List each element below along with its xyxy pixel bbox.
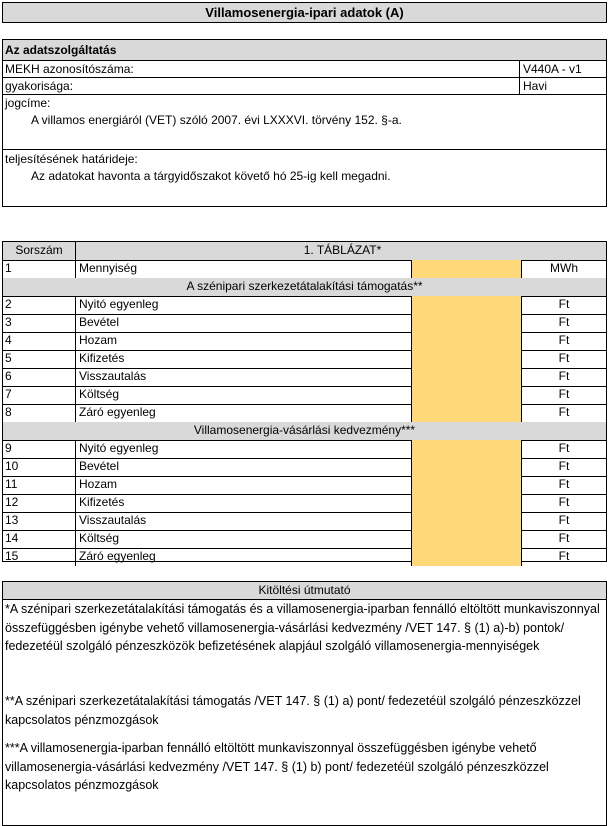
value-input-cell[interactable] [411, 440, 521, 458]
row-label: Bevétel [75, 458, 411, 476]
page-title: Villamosenergia-ipari adatok (A) [2, 2, 607, 23]
row-unit: Ft [521, 332, 606, 350]
table-row [3, 458, 606, 477]
table-row [3, 548, 606, 566]
frequency-label: gyakorisága: [5, 79, 74, 93]
row-number: 11 [5, 477, 18, 491]
table-row [3, 404, 606, 423]
row-unit: Ft [521, 458, 606, 476]
guide-note-3: ***A villamosenergia-iparban fennálló eltöltött munkaviszonnyal összefüggésben igénybe vehető villamosenergia-vásárlási kedvezmény /VET 147. § (1) b) pont/ fedezetéül szolgáló pénzeszközzel kapcsolatos pénzmozgások [5, 741, 549, 792]
row-label: Költség [75, 386, 411, 404]
row-number: 12 [5, 495, 19, 509]
legal-label: jogcíme: [5, 96, 51, 110]
row-label: Költség [75, 530, 411, 548]
table-row [3, 494, 606, 513]
value-input-cell[interactable] [411, 386, 521, 404]
row-number: 3 [5, 315, 12, 329]
deadline-label: teljesítésének határideje: [5, 152, 138, 166]
table-row [3, 512, 606, 531]
frequency-value: Havi [519, 78, 606, 94]
row-unit: MWh [521, 260, 606, 278]
row-number: 6 [5, 369, 12, 383]
row-number: 1 [5, 261, 12, 275]
mekh-value: V440A - v1 [519, 61, 606, 77]
table-title: 1. TÁBLÁZAT* [75, 242, 606, 260]
value-input-cell[interactable] [411, 476, 521, 494]
row-label: Kifizetés [75, 350, 411, 368]
row-label: Visszautalás [75, 368, 411, 386]
row-number: 7 [5, 387, 12, 401]
provider-heading: Az adatszolgáltatás [3, 40, 606, 61]
section-title: Villamosenergia-vásárlási kedvezmény*** [3, 422, 606, 440]
value-input-cell[interactable] [411, 530, 521, 548]
value-input-cell[interactable] [411, 512, 521, 530]
guide-section [2, 581, 607, 826]
value-input-cell[interactable] [411, 332, 521, 350]
value-input-cell[interactable] [411, 350, 521, 368]
table-header-row [3, 242, 606, 261]
row-label: Záró egyenleg [75, 404, 411, 422]
table-row [3, 476, 606, 495]
row-unit: Ft [521, 404, 606, 422]
row-number: 2 [5, 297, 12, 311]
section-header-coal-support [3, 278, 606, 297]
row-number: 15 [5, 549, 19, 563]
value-input-cell[interactable] [411, 548, 521, 566]
row-label: Hozam [75, 332, 411, 350]
legal-text: A villamos energiáról (VET) szóló 2007. évi LXXXVI. törvény 152. §-a. [31, 113, 402, 127]
row-number: 13 [5, 513, 19, 527]
table-row [3, 440, 606, 459]
provider-section [2, 39, 607, 207]
row-label: Hozam [75, 476, 411, 494]
row-unit: Ft [521, 314, 606, 332]
row-label: Visszautalás [75, 512, 411, 530]
row-unit: Ft [521, 476, 606, 494]
frequency-row [3, 78, 606, 95]
row-number: 9 [5, 441, 12, 455]
row-label: Záró egyenleg [75, 548, 411, 566]
row-label: Bevétel [75, 314, 411, 332]
table-row [3, 332, 606, 351]
row-unit: Ft [521, 296, 606, 314]
mekh-row [3, 61, 606, 78]
guide-heading: Kitöltési útmutató [3, 582, 606, 600]
row-number: 5 [5, 351, 12, 365]
row-label: Kifizetés [75, 494, 411, 512]
data-table [2, 241, 607, 562]
row-unit: Ft [521, 440, 606, 458]
row-label: Nyitó egyenleg [75, 440, 411, 458]
value-input-cell[interactable] [411, 260, 521, 278]
value-input-cell[interactable] [411, 458, 521, 476]
value-input-cell[interactable] [411, 314, 521, 332]
guide-note-2: **A szénipari szerkezetátalakítási támogatás /VET 147. § (1) a) pont/ fedezetéül szolgáló pénzeszközzel kapcsolatos pénzmozgások [5, 694, 581, 727]
section-title: A szénipari szerkezetátalakítási támogatás** [3, 278, 606, 296]
deadline-text: Az adatokat havonta a tárgyidőszakot követő hó 25-ig kell megadni. [31, 169, 391, 183]
deadline-block [5, 151, 606, 185]
legal-block [5, 95, 606, 129]
row-unit: Ft [521, 530, 606, 548]
mekh-label: MEKH azonosítószáma: [5, 62, 134, 76]
table-row [3, 368, 606, 387]
table-row [3, 350, 606, 369]
table-row [3, 260, 606, 279]
row-unit: Ft [521, 512, 606, 530]
row-label: Mennyiség [75, 260, 411, 278]
row-unit: Ft [521, 386, 606, 404]
row-unit: Ft [521, 548, 606, 566]
table-row [3, 386, 606, 405]
row-unit: Ft [521, 494, 606, 512]
table-row [3, 530, 606, 549]
column-header-no: Sorszám [15, 243, 63, 257]
section-header-electricity-discount [3, 422, 606, 441]
row-unit: Ft [521, 368, 606, 386]
value-input-cell[interactable] [411, 404, 521, 422]
value-input-cell[interactable] [411, 296, 521, 314]
value-input-cell[interactable] [411, 368, 521, 386]
divider [3, 149, 606, 150]
row-unit: Ft [521, 350, 606, 368]
row-number: 14 [5, 531, 19, 545]
value-input-cell[interactable] [411, 494, 521, 512]
row-number: 10 [5, 459, 19, 473]
row-label: Nyitó egyenleg [75, 296, 411, 314]
table-row [3, 314, 606, 333]
row-number: 8 [5, 405, 12, 419]
guide-note-1: *A szénipari szerkezetátalakítási támogatás és a villamosenergia-iparban fennálló eltöltött munkaviszonnyal összefüggésben igénybe vehető villamosenergia-vásárlási kedvezmény /VET 147. § (1) a)-b) pontok/ fedezetéül szolgáló pénzeszközök befizetésének alapjául szolgáló villamosenergia-mennyiségek [5, 602, 600, 653]
table-row [3, 296, 606, 315]
row-number: 4 [5, 333, 12, 347]
